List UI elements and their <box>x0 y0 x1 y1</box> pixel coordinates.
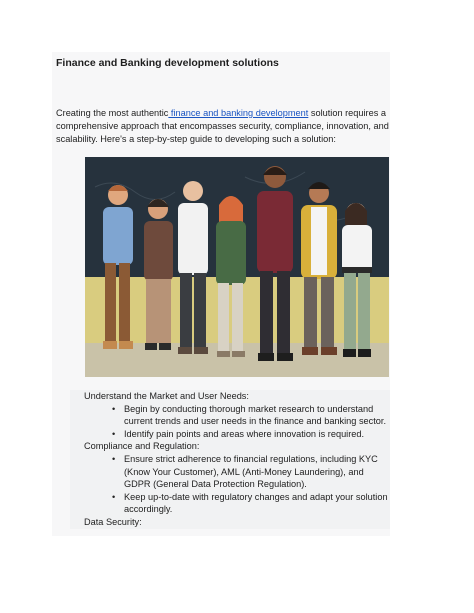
compliance-bullet-list <box>70 453 390 516</box>
list-item: • Ensure strict adherence to financial regulations, including KYC (Know Your Customer), AML (Anti-Money Laundering), and GDPR (General Data Protection Regulation). <box>112 453 390 491</box>
person-2 <box>144 199 173 350</box>
section-heading-compliance: Compliance and Regulation: <box>84 441 200 452</box>
intro-text-start: Creating the most authentic <box>56 108 169 118</box>
market-bullet-list <box>70 403 390 441</box>
section-heading-market: Understand the Market and User Needs: <box>84 391 249 401</box>
finance-banking-link[interactable]: finance and banking development <box>168 108 309 118</box>
guide-outline <box>70 390 390 529</box>
list-item: • Keep up-to-date with regulatory changes and adapt your solution accordingly. <box>112 491 390 516</box>
list-item: • Identify pain points and areas where innovation is required. <box>112 428 390 441</box>
list-item: • Begin by conducting thorough market research to understand current trends and user needs in the finance and banking sector. <box>112 403 390 428</box>
intro-paragraph <box>56 107 392 146</box>
section-heading-data-security: Data Security: <box>84 516 142 527</box>
document-title: Finance and Banking development solutions <box>56 57 279 69</box>
intro-text-end: solution requires a comprehensive approach that encompasses security, compliance, innovation, and scalability. Here's a step-by-step guide to developing such a solution: <box>56 108 389 144</box>
team-photo <box>85 157 389 377</box>
team-photo-illustration <box>85 157 389 377</box>
